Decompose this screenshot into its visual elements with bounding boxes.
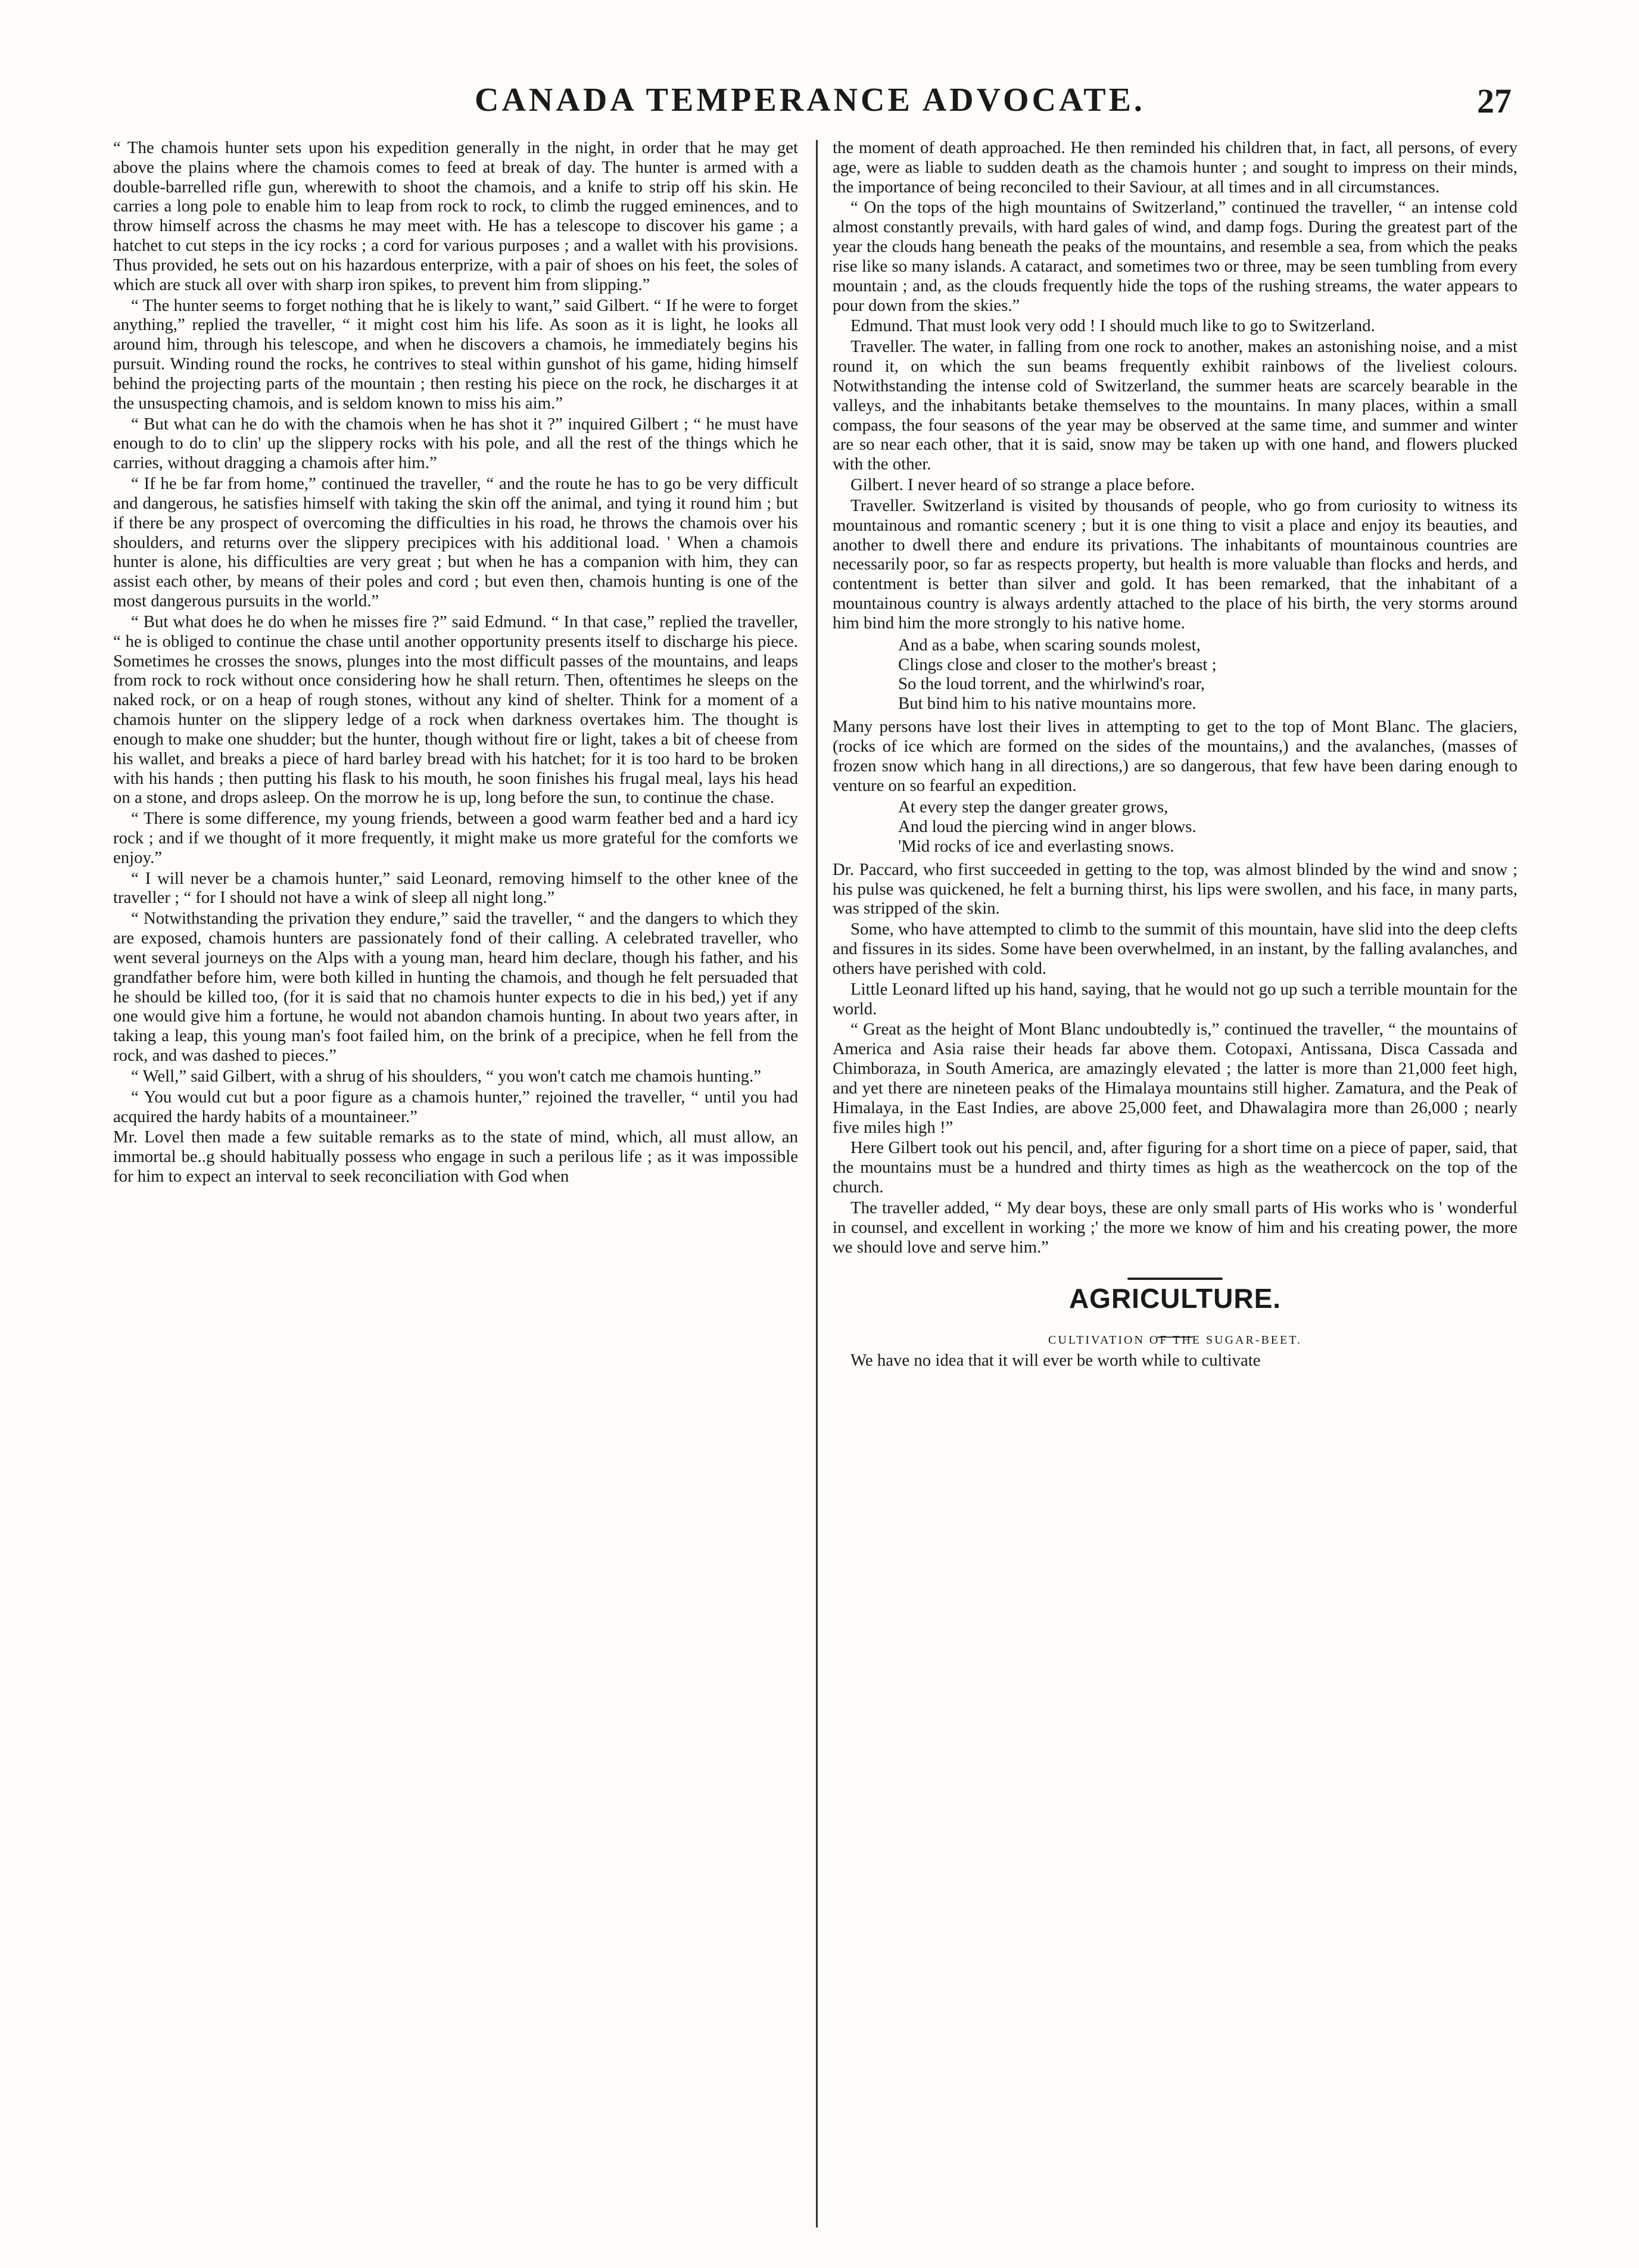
- dialogue-paragraph: Edmund. That must look very odd ! I should much like to go to Switzerland.: [850, 316, 1375, 336]
- paragraph: “ There is some difference, my young friends, between a good warm feather bed and a hard icy rock ; and if we thought of it more frequently, it might make us more grateful for the comforts we enjoy.”: [113, 809, 798, 867]
- paragraph: “ On the tops of the high mountains of Switzerland,” continued the traveller, “ an intense cold almost constantly prevails, with hard gales of wind, and damp fogs. During the greatest part of the year the clouds hang beneath the peaks of the mountains, and resemble a sea, from which the peaks rise like so many islands. A cataract, and sometimes two or three, may be seen tumbling from every mountain ; and, as the clouds frequently hide the tops of the rushing streams, the water appears to pour down from the skies.”: [833, 198, 1518, 315]
- paragraph: “ The chamois hunter sets upon his expedition generally in the night, in order that he may get above the plains where the chamois comes to feed at break of day. The hunter is armed with a double-barrelled rifle gun, wherewith to shoot the chamois, and a knife to strip off his skin. He carries a long pole to enable him to leap from rock to rock, to climb the rugged eminences, and to throw himself across the chasms he may meet with. He has a telescope to discover his game ; a hatchet to cut steps in the icy rocks ; a cord for various purposes ; and a wallet with his provisions. Thus provided, he sets out on his hazardous enterprize, with a pair of shoes on his feet, the soles of which are stuck all over with sharp iron spikes, to prevent him from slipping.”: [113, 138, 798, 294]
- left-column: [113, 138, 798, 2247]
- poem-line: But bind him to his native mountains more.: [898, 694, 1196, 714]
- paragraph: “ Great as the height of Mont Blanc undoubtedly is,” continued the traveller, “ the mountains of America and Asia raise their heads far above them. Cotopaxi, Antissana, Disca Cassada and Chimboraza, in South America, are amazingly elevated ; the latter is more than 21,000 feet high, and yet there are nineteen peaks of the Himalaya mountains still higher. Zamatura, and the Peak of Himalaya, in the East Indies, are above 25,000 feet, and Dhawalagira more than 26,000 ; nearly five miles high !”: [833, 1020, 1518, 1137]
- poem-line: Clings close and closer to the mother's breast ;: [898, 655, 1217, 674]
- paragraph: “ If he be far from home,” continued the traveller, “ and the route he has to go be very difficult and dangerous, he satisfies himself with taking the skin off the animal, and tying it round him ; but if there be any prospect of overcoming the difficulties in his road, he throws the chamois over his shoulders, and returns over the slippery precipices with his additional load. ' When a chamois hunter is alone, his difficulties are very great ; but when he has a companion with him, they can assist each other, by means of their poles and cord ; but even then, chamois hunting is one of the most dangerous pursuits in the world.”: [113, 474, 798, 611]
- right-column: [833, 138, 1518, 2247]
- subsection-ornament: [833, 1323, 1518, 1328]
- paragraph: “ I will never be a chamois hunter,” said Leonard, removing himself to the other knee of the traveller ; “ for I should not have a wink of sleep all night long.”: [113, 868, 798, 908]
- poem-line: 'Mid rocks of ice and everlasting snows.: [898, 836, 1174, 856]
- paragraph: “ But what does he do when he misses fire ?” said Edmund. “ In that case,” replied the traveller, “ he is obliged to continue the chase until another opportunity presents itself to discharge his piece. Sometimes he crosses the snows, plunges into the most difficult passes of the mountains, and leaps from rock to rock without once considering how he shall return. Then, oftentimes he sleeps on the naked rock, or on a heap of rough stones, without any kind of shelter. Think for a moment of a chamois hunter on the slippery ledge of a rock when darkness overtakes him. The thought is enough to make one shudder; but the hunter, though without fire or light, takes a bit of cheese from his wallet, and breaks a piece of hard barley bread with his hatchet; for it is too hard to be broken with his hands ; then putting his flask to his mouth, he soon finishes his frugal meal, lays his head on a stone, and drops asleep. On the morrow he is up, long before the sun, to continue the chase.: [113, 612, 798, 808]
- article-title: CULTIVATION OF THE SUGAR-BEET.: [1048, 1333, 1302, 1347]
- paragraph: “ Notwithstanding the privation they endure,” said the traveller, “ and the dangers to which they are exposed, chamois hunters are passionately fond of their calling. A celebrated traveller, who went several journeys on the Alps with a young man, heard him declare, though his father, and his grandfather before him, were both killed in hunting the chamois, and though he felt persuaded that he should be killed too, (for it is said that no chamois hunter expects to die in his bed,) yet if any one would give him a fortune, he would not abandon chamois hunting. In about two years after, in taking a leap, this young man's foot failed him, on the brink of a precipice, when he fell from the rock, and was dashed to pieces.”: [113, 909, 798, 1066]
- poem-stanza: [833, 797, 1518, 856]
- poem-stanza: [833, 635, 1518, 714]
- dialogue-paragraph: Gilbert. I never heard of so strange a place before.: [850, 475, 1195, 495]
- paragraph: The traveller added, “ My dear boys, these are only small parts of His works who is ' wonderful in counsel, and excellent in working ;' the more we know of him and his creating power, the more we should love and serve him.”: [833, 1198, 1518, 1257]
- poem-line: And as a babe, when scaring sounds molest,: [898, 635, 1201, 655]
- paragraph: Dr. Paccard, who first succeeded in getting to the top, was almost blinded by the wind and snow ; his pulse was quickened, he felt a burning thirst, his lips were swollen, and his face, in many parts, was stripped of the skin.: [833, 859, 1518, 918]
- poem-line: So the loud torrent, and the whirlwind's roar,: [898, 674, 1205, 694]
- masthead-title: CANADA TEMPERANCE ADVOCATE.: [475, 82, 1145, 119]
- paragraph: Many persons have lost their lives in attempting to get to the top of Mont Blanc. The glaciers, (rocks of ice which are formed on the sides of the mountains,) and the avalanches, (masses of frozen snow which hang in all directions,) are so dangerous, that few have been daring enough to venture on so fearful an expedition.: [833, 717, 1518, 795]
- dialogue-paragraph: Traveller. Switzerland is visited by thousands of people, who go from curiosity to witness its mountainous and romantic scenery ; but it is one thing to visit a place and enjoy its beauties, and another to dwell there and endure its privations. The inhabitants of mountainous countries are necessarily poor, so far as respects property, but health is more valuable than flocks and herds, and contentment is better than silver and gold. It has been remarked, that the inhabitant of a mountainous country is always ardently attached to the place of his birth, the very storms around him bind him the more strongly to his native home.: [833, 496, 1518, 633]
- paragraph: “ Well,” said Gilbert, with a shrug of his shoulders, “ you won't catch me chamois hunting.”: [131, 1066, 762, 1086]
- section-title: AGRICULTURE.: [1068, 1283, 1282, 1314]
- paragraph: “ You would cut but a poor figure as a chamois hunter,” rejoined the traveller, “ until you had acquired the hardy habits of a mountaineer.”: [113, 1087, 798, 1126]
- paragraph: “ But what can he do with the chamois when he has shot it ?” inquired Gilbert ; “ he must have enough to do to clin' up the slippery rocks with his pole, and all the rest of the things which he carries, without dragging a chamois after him.”: [113, 414, 798, 473]
- page-number: 27: [1477, 82, 1512, 120]
- column-divider: [816, 140, 818, 2228]
- paragraph: Mr. Lovel then made a few suitable remarks as to the state of mind, which, all must allow, an immortal be..g should habitually possess who engage in such a perilous life ; as it was impossible for him to expect an interval to seek reconciliation with God when: [113, 1127, 798, 1186]
- paragraph: “ The hunter seems to forget nothing that he is likely to want,” said Gilbert. “ If he were to forget anything,” replied the traveller, “ it might cost him his life. As soon as it is light, he looks all around him, through his telescope, and when he discovers a chamois, he immediately begins his pursuit. Winding round the rocks, he contrives to steal within gunshot of his game, hiding himself behind the projecting parts of the mountain ; then resting his piece on the rock, he discharges it at the unsuspecting chamois, and is seldom known to miss his aim.”: [113, 295, 798, 413]
- paragraph: Little Leonard lifted up his hand, saying, that he would not go up such a terrible mountain for the world.: [833, 979, 1518, 1018]
- dialogue-paragraph: Traveller. The water, in falling from one rock to another, makes an astonishing noise, and a mist round it, on which the sun beams frequently exhibit rainbows of the liveliest colours. Notwithstanding the intense cold of Switzerland, the summer heats are scarcely bearable in the valleys, and the inhabitants betake themselves to the mountains. In many places, within a small compass, the four seasons of the year may be observed at the same time, and summer and winter are so near each other, that it is said, snow may be taken up with one hand, and flowers plucked with the other.: [833, 337, 1518, 474]
- paragraph: We have no idea that it will ever be worth while to cultivate: [850, 1350, 1261, 1370]
- poem-line: And loud the piercing wind in anger blows.: [898, 817, 1196, 837]
- section-ornament: [833, 1267, 1518, 1277]
- paragraph: Here Gilbert took out his pencil, and, after figuring for a short time on a piece of paper, said, that the mountains must be a hundred and thirty times as high as the weathercock on the top of the church.: [833, 1138, 1518, 1197]
- poem-line: At every step the danger greater grows,: [898, 797, 1169, 817]
- paragraph: Some, who have attempted to climb to the summit of this mountain, have slid into the deep clefts and fissures in its sides. Some have been overwhelmed, in an instant, by the falling avalanches, and others have perished with cold.: [833, 920, 1518, 978]
- page-header: [101, 76, 1519, 130]
- paragraph: the moment of death approached. He then reminded his children that, in fact, all persons, of every age, were as liable to sudden death as the chamois hunter ; and sought to impress on their minds, the importance of being reconciled to their Saviour, at all times and in all circumstances.: [833, 138, 1518, 197]
